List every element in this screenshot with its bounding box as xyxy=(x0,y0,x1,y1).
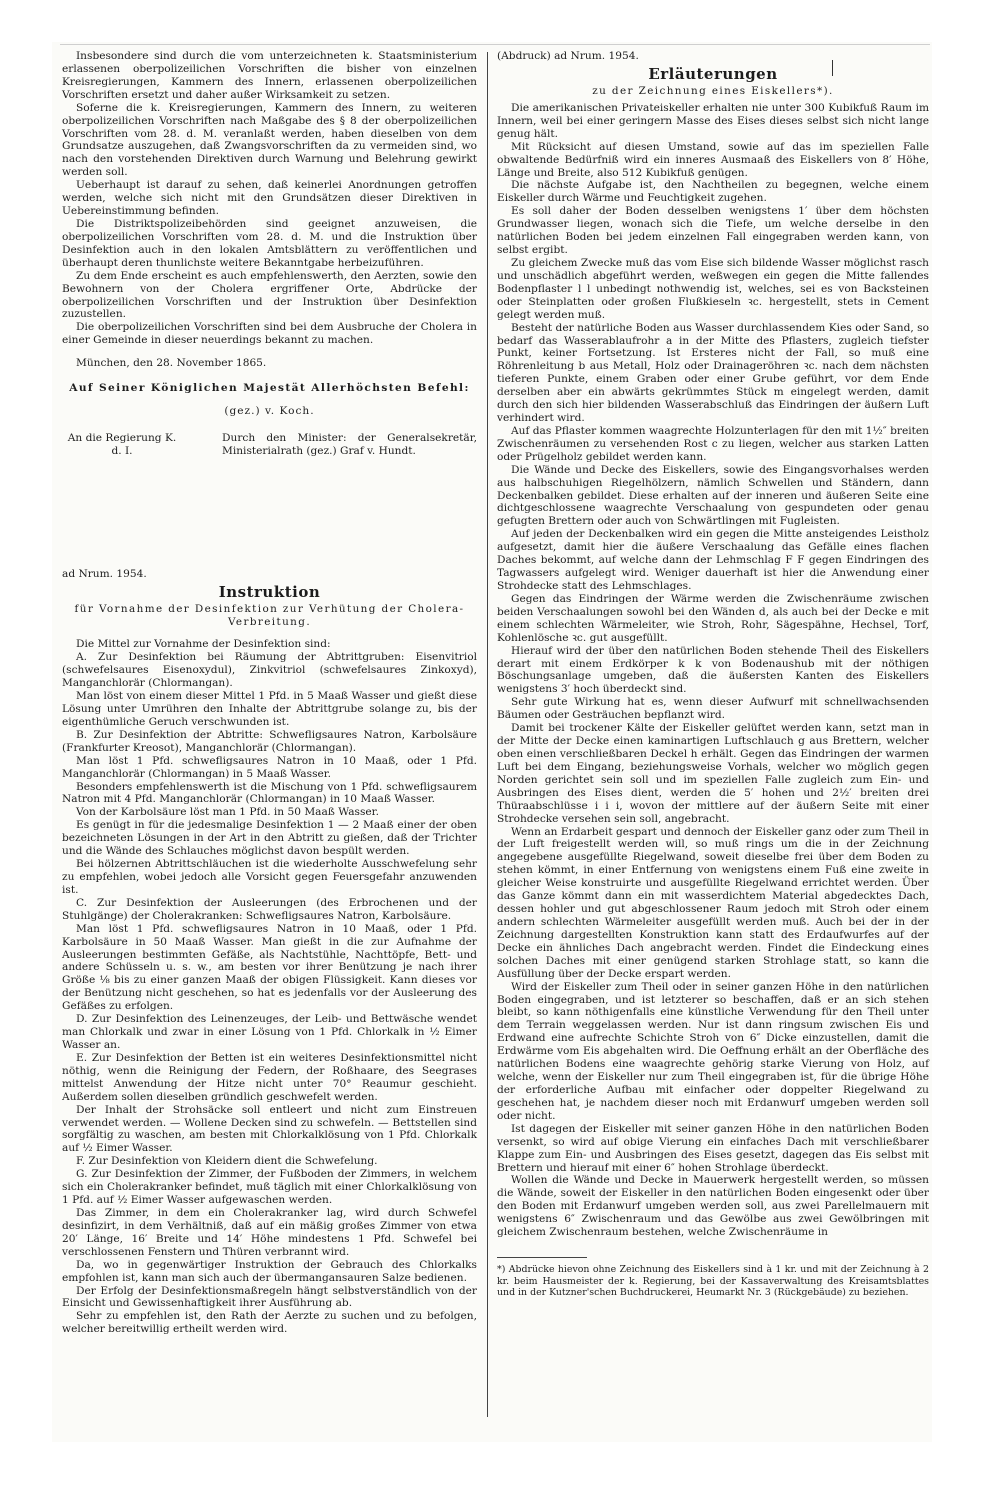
notes-paragraph: Damit bei trockener Kälte der Eiskeller gelüftet werden kann, setzt man in der Mitte der Decke einen kaminartigen Luftschlauch g aus Brettern, welcher oben einen verschließbaren Deckel h erhält. Gegen das Eindringen der warmen Luft bei dem Eingang, beziehungsweise Vorhals, welcher wo möglich gegen Norden gerichtet sein soll und im speziellen Falle zugleich zum Ein- und Ausbringen des Eises dient, werden die 5′ hohen und 2½′ breiten drei Thüraabschlüsse i i i, wovon der mittlere auf der äußern Seite mit einer Strohdecke versehen sein soll, angebracht. xyxy=(497,722,929,825)
instruction-paragraph: Man löst 1 Pfd. schwefligsaures Natron in 10 Maaß, oder 1 Pfd. Karbolsäure in 50 Maaß Wasser. Man gießt in die zur Aufnahme der Ausleerungen bestimmten Gefäße, als Nachtstühle, Nachttöpfe, Bett- und andere Schüsseln u. s. w., am besten vor ihrer Benützung je nach ihrer Größe ⅛ bis zu einer ganzen Maaß der obigen Flüssigkeit. Kann dieses vor der Benützung nicht geschehen, so hat es jedenfalls vor der Ausleerung des Gefäßes zu erfolgen. xyxy=(62,922,477,1013)
notes-paragraph: Wollen die Wände und Decke in Mauerwerk hergestellt werden, so müssen die Wände, soweit der Eiskeller in den natürlichen Boden eingesenkt oder über den Boden mit Erdanwurf umgeben werden soll, aus zwei Parellelmauern mit wenigstens 6″ Zwischenraum und das Gewölbe aus zwei Gewölbringen mit gleichem Zwischenraum bestehen, welche Zwischenräume in xyxy=(497,1174,929,1239)
instruction-paragraph: E. Zur Desinfektion der Betten ist ein weiteres Desinfektionsmittel nicht nöthig, wenn die Reinigung der Federn, der Roßhaare, des Seegrases mittelst Anwendung der Hitze nicht unter 70° Reaumur geschieht. Außerdem sollen dieselben gründlich geschwefelt werden. xyxy=(62,1051,477,1103)
instruction-paragraph: F. Zur Desinfektion von Kleidern dient die Schwefelung. xyxy=(76,1155,378,1168)
notes-title: Erläuterungen xyxy=(648,64,778,83)
instruction-paragraph: C. Zur Desinfektion der Ausleerungen (des Erbrochenen und der Stuhlgänge) der Cholerakranken: Schwefligsaures Natron, Karbolsäure. xyxy=(62,896,477,922)
footnote: *) Abdrücke hievon ohne Zeichnung des Eiskellers sind à 1 kr. und mit der Zeichnung à 2 kr. beim Hausmeister der k. Regierung, bei der Kassaverwaltung des Kreisamtsblattes und in der Kutzner'schen Buchdruckerei, Heumarkt Nr. 3 (Rückgebäude) zu beziehen. xyxy=(497,1264,929,1298)
decree-signer: (gez.) v. Koch. xyxy=(224,405,315,418)
notes-reference: (Abdruck) ad Nrum. 1954. xyxy=(497,50,639,62)
notes-paragraph: Die Wände und Decke des Eiskellers, sowie des Eingangsvorhalses werden aus halbschuhigen Riegelhölzern, nämlich Schwellen und Ständern, dann Deckenbalken gebildet. Diese erhalten auf der inneren und äußeren Seite eine dichtgeschlossene waagrechte Verschaalung von gespundeten oder genau gefugten Brettern oder auch von Schwärtlingen mit Fugleisten. xyxy=(497,463,929,528)
instruction-paragraph: Das Zimmer, in dem ein Cholerakranker lag, wird durch Schwefel desinfizirt, in dem Verhältniß, daß auf ein mäßig großes Zimmer von etwa 20′ Länge, 16′ Breite und 14′ Höhe mindestens 1 Pfd. Schwefel bei verschlossenen Fenstern und Thüren verbrannt wird. xyxy=(62,1206,477,1258)
decree-paragraph: Zu dem Ende erscheint es auch empfehlenswerth, den Aerzten, sowie den Bewohnern von der Cholera ergriffener Orte, Abdrücke der oberpolizeilichen Vorschriften und der Instruktion über Desinfektion zuzustellen. xyxy=(62,269,477,321)
notes-paragraph: Sehr gute Wirkung hat es, wenn dieser Aufwurf mit schnellwachsenden Bäumen oder Gesträuchen bepflanzt wird. xyxy=(497,696,929,722)
decree-paragraph: Ueberhaupt ist darauf zu sehen, daß keinerlei Anordnungen getroffen werden, welche sich nicht mit den Grundsätzen dieser Direktiven in Uebereinstimmung befinden. xyxy=(62,179,477,218)
notes-paragraph: Gegen das Eindringen der Wärme werden die Zwischenräume zwischen beiden Verschaalungen sowohl bei den Wänden d, als auch bei der Decke e mit einem schlechten Wärmeleiter, wie Stroh, Rohr, Sägespähne, Hechsel, Torf, Kohlenlösche ꝛc. gut ausgefüllt. xyxy=(497,592,929,644)
instruction-paragraph: Besonders empfehlenswerth ist die Mischung von 1 Pfd. schwefligsaurem Natron mit 4 Pfd. Manganchlorär (Chlormangan) in 10 Maaß Wasser. xyxy=(62,780,477,806)
decree-text xyxy=(62,50,477,347)
instruction-paragraph: Der Inhalt der Strohsäcke soll entleert und nicht zum Einstreuen verwendet werden. — Wollene Decken sind zu schwefeln. — Bettstellen sind sorgfältig zu waschen, am besten mit Chlorkalklösung von 1 Pfd. Chlorkalk auf ½ Eimer Wasser. xyxy=(62,1103,477,1155)
instruction-paragraph: Man löst 1 Pfd. schwefligsaures Natron in 10 Maaß, oder 1 Pfd. Manganchlorär (Chlormangan) in 5 Maaß Wasser. xyxy=(62,754,477,780)
decree-order-line: Auf Seiner Königlichen Majestät Allerhöchsten Befehl: xyxy=(69,382,470,395)
notes-paragraph: Besteht der natürliche Boden aus Wasser durchlassendem Kies oder Sand, so bedarf das Wasserablaufrohr a in der Mitte des Pflasters, zugleich tiefster Punkt, keiner Fortsetzung. Ist Ersteres nicht der Fall, so muß eine Röhrenleitung b aus Metall, Holz oder Drainageröhren ꝛc. nach dem nächsten tieferen Punkte, einem Graben oder einer Grube geführt, vor dem Ende derselben aber ein abwärts gekrümmtes Stück m eingelegt werden, damit durch den sich hier bildenden Wasserabschluß das Eindringen der äußern Luft verhindert wird. xyxy=(497,321,929,425)
decree-address-block xyxy=(62,432,477,458)
notes-paragraph: Die nächste Aufgabe ist, den Nachtheilen zu begegnen, welche einem Eiskeller durch Wärme und Feuchtigkeit zugehen. xyxy=(497,179,929,205)
instruction-title: Instruktion xyxy=(218,582,321,601)
instruction-paragraph: Bei hölzernen Abtrittschläuchen ist die wiederholte Ausschwefelung sehr zu empfehlen, wobei jedoch alle Vorsicht gegen Feuersgefahr anzuwenden ist. xyxy=(62,858,477,896)
right-column xyxy=(497,50,929,1298)
notes-paragraph: Ist dagegen der Eiskeller mit seiner ganzen Höhe in den natürlichen Boden versenkt, so wird auf obige Vierung ein einfaches Dach mit verschließbarer Klappe zum Ein- und Ausbringen des Eises gesetzt, dagegen das Eis selbst mit Brettern und hierauf mit einer 6″ hohen Strohlage überdeckt. xyxy=(497,1122,929,1174)
instruction-subtitle: für Vornahme der Desinfektion zur Verhütung der Cholera-Verbreitung. xyxy=(74,603,465,628)
notes-paragraph: Wird der Eiskeller zum Theil oder in seiner ganzen Höhe in den natürlichen Boden eingegraben, und ist letzterer so beschaffen, daß er an sich stehen bleibt, so kann nöthigenfalls eine künstliche Verwendung für den Theil unter dem Terrain weggelassen werden. Nur ist dann ringsum zwischen Eis und Erdwand eine aufrechte Schichte Stroh von 6″ Dicke einzustellen, damit die Erdwärme vom Eis abgehalten wird. Die Oeffnung erhält an der Oberfläche des natürlichen Bodens eine waagrechte gehörig starke Vierung von Holz, auf welche, wenn der Eiskeller nur zum Theil eingegraben ist, für die übrige Höhe der erforderliche Aufbau mit einfacher oder doppelter Riegelwand zu geschehen hat, je nachdem dieser noch mit Erdanwurf umgeben werden soll oder nicht. xyxy=(497,980,929,1122)
top-rule xyxy=(60,44,930,45)
notes-paragraph: Auf jeden der Deckenbalken wird ein gegen die Mitte ansteigendes Leistholz aufgesetzt, damit hier die äußere Verschaalung das Gefälle eines flachen Daches bekommt, auf welche dann der Lehmschlag F F gegen Eindringen des Tagwassers aufgelegt wird. Weniger dauerhaft ist hier die Anwendung einer Strohdecke statt des Lehmschlages. xyxy=(497,528,929,593)
decree-paragraph: Insbesondere sind durch die vom unterzeichneten k. Staatsministerium erlassenen oberpolizeilichen Vorschriften die bisher von einzelnen Kreisregierungen, Kammern des Innern, erlassenen oberpolizeilichen Vorschriften ersetzt und daher außer Wirksamkeit zu setzen. xyxy=(62,50,477,101)
instruction-paragraph: Sehr zu empfehlen ist, den Rath der Aerzte zu suchen und zu befolgen, welcher bereitwillig ertheilt werden wird. xyxy=(62,1310,477,1336)
decree-paragraph: Die Distriktspolizeibehörden sind geeignet anzuweisen, die oberpolizeilichen Vorschriften vom 28. d. M. und die Instruktion über Desinfektion auch in den lokalen Amtsblättern zu veröffentlichen und überhaupt deren thunlichste weitere Bekanntgabe herbeizuführen. xyxy=(62,217,477,269)
decree-paragraph: Soferne die k. Kreisregierungen, Kammern des Innern, zu weiteren oberpolizeilichen Vorschriften nach Maßgabe des § 8 der oberpolizeilichen Vorschriften vom 28. d. M. veranlaßt werden, haben dieselben von dem Grundsatze auszugehen, daß Zwangsvorschriften da zu vermeiden sind, wo nach den vorstehenden Direktiven durch Warnung und Belehrung gewirkt werden soll. xyxy=(62,101,477,179)
instruction-paragraph: Da, wo in gegenwärtiger Instruktion der Gebrauch des Chlorkalks empfohlen ist, kann man sich auch der übermangansauren Salze bedienen. xyxy=(62,1258,477,1284)
decree-paragraph: Die oberpolizeilichen Vorschriften sind bei dem Ausbruche der Cholera in einer Gemeinde in dieser neuerdings bekannt zu machen. xyxy=(62,321,477,347)
notes-paragraph: Die amerikanischen Privateiskeller erhalten nie unter 300 Kubikfuß Raum im Innern, weil bei einer geringern Masse des Eises dieses selbst sich nicht lange genug hält. xyxy=(497,101,929,140)
notes-text xyxy=(497,102,929,1239)
instruction-paragraph: Von der Karbolsäure löst man 1 Pfd. in 50 Maaß Wasser. xyxy=(76,806,379,819)
notes-paragraph: Zu gleichem Zwecke muß das vom Eise sich bildende Wasser möglichst rasch und unschädlich abgeführt werden, weßwegen ein gegen die Mitte fallendes Bodenpflaster l l unbedingt nothwendig ist, welches, sei es von Backsteinen oder Steinplatten oder großen Flußkieseln ꝛc. hergestellt, stets in Cement gelegt werden muß. xyxy=(497,256,929,321)
instruction-reference: ad Nrum. 1954. xyxy=(62,567,147,580)
instruction-paragraph: Es genügt in für die jedesmalige Desinfektion 1 — 2 Maaß einer der oben bezeichneten Lösungen in der Art in den Abtritt zu gießen, daß der Trichter und die Wände des Schlauches möglichst davon bespült werden. xyxy=(62,819,477,858)
instruction-paragraph: Die Mittel zur Vornahme der Desinfektion sind: xyxy=(76,638,331,651)
instruction-paragraph: Der Erfolg der Desinfektionsmaßregeln hängt selbstverständlich von der Einsicht und Gewissenhaftigkeit ihrer Ausführung ab. xyxy=(62,1284,477,1310)
instruction-paragraph: Man löst von einem dieser Mittel 1 Pfd. in 5 Maaß Wasser und gießt diese Lösung unter Umrühren den Inhalte der Abtrittgrube solange zu, bis der eigenthümliche Geruch verschwunden ist. xyxy=(62,690,477,728)
instruction-text xyxy=(62,638,477,1336)
left-column xyxy=(62,50,477,1336)
addressee: An die Regierung K. d. I. xyxy=(67,431,177,457)
notes-paragraph: Mit Rücksicht auf diesen Umstand, sowie auf das im speziellen Falle obwaltende Bedürfniß wird ein inneres Ausmaaß des Eiskellers von 8′ Höhe, Länge und Breite, also 512 Kubikfuß genügen. xyxy=(497,140,929,179)
instruction-paragraph: G. Zur Desinfektion der Zimmer, der Fußboden der Zimmers, in welchem sich ein Cholerakranker befindet, muß täglich mit einer Chlorkalklösung von 1 Pfd. auf ½ Eimer Wasser aufgewaschen werden. xyxy=(62,1168,477,1207)
notes-subtitle: zu der Zeichnung eines Eiskellers*). xyxy=(592,85,834,98)
column-divider xyxy=(487,52,488,1417)
instruction-paragraph: B. Zur Desinfektion der Abtritte: Schwefligsaures Natron, Karbolsäure (Frankfurter Kreosot), Manganchlorär (Chlormangan). xyxy=(62,728,477,754)
decree-date: München, den 28. November 1865. xyxy=(76,357,267,370)
instruction-paragraph: D. Zur Desinfektion des Leinenzeuges, der Leib- und Bettwäsche wendet man Chlorkalk und zwar in einer Lösung von 1 Pfd. Chlorkalk in ½ Eimer Wasser an. xyxy=(62,1013,477,1051)
notes-paragraph: Auf das Pflaster kommen waagrechte Holzunterlagen für den mit 1½″ breiten Zwischenräumen zu versehenden Rost c zu liegen, welcher aus starken Latten oder Prügelholz gebildet werden kann. xyxy=(497,424,929,463)
notes-paragraph: Wenn an Erdarbeit gespart und dennoch der Eiskeller ganz oder zum Theil in der Luft freigestellt werden will, so muß rings um die in der Zeichnung angegebene ausgefüllte Riegelwand, soweit dieselbe frei über dem Boden zu stehen kömmt, in einer Entfernung von wenigstens einem Fuß eine zweite in gleicher Weise konstruirte und ausgefüllte Riegelwand errichtet werden. Über das Ganze kömmt dann ein mit wasserdichtem Material abgedecktes Dach, dessen hohler und gut abgeschlossener Raum jedoch mit Stroh oder einem andern schlechten Wärmeleiter ausgefüllt werden muß. Auch bei der in der Zeichnung dargestellten Konstruktion kann statt des Erdaufwurfes auf der Decke ein ähnliches Dach angebracht werden. Findet die Eindeckung eines solchen Daches mit einer genügend starken Strohlage statt, so kann die Ausfüllung über der Decke erspart werden. xyxy=(497,825,929,980)
notes-paragraph: Hierauf wird der über den natürlichen Boden stehende Theil des Eiskellers derart mit einem Erdkörper k k von Bodenaushub mit der nöthigen Böschungsanlage umgeben, daß die äußersten Kanten des Eiskellers wenigstens 3′ hoch überdeckt sind. xyxy=(497,644,929,696)
instruction-paragraph: A. Zur Desinfektion bei Räumung der Abtrittgruben: Eisenvitriol (schwefelsaures Eisenoxydul), Zinkvitriol (schwefelsaures Zinkoxyd), Manganchlorär (Chlormangan). xyxy=(62,651,477,690)
countersignature: Durch den Minister: der Generalsekretär, Ministerialrath (gez.) Graf v. Hundt. xyxy=(222,431,477,457)
notes-paragraph: Es soll daher der Boden desselben wenigstens 1′ über dem höchsten Grundwasser liegen, wonach sich die Tiefe, um welche derselbe in den natürlichen Boden bei jedem einzelnen Fall eingegraben werden kann, von selbst ergibt. xyxy=(497,205,929,257)
footnote-rule xyxy=(497,1257,587,1258)
